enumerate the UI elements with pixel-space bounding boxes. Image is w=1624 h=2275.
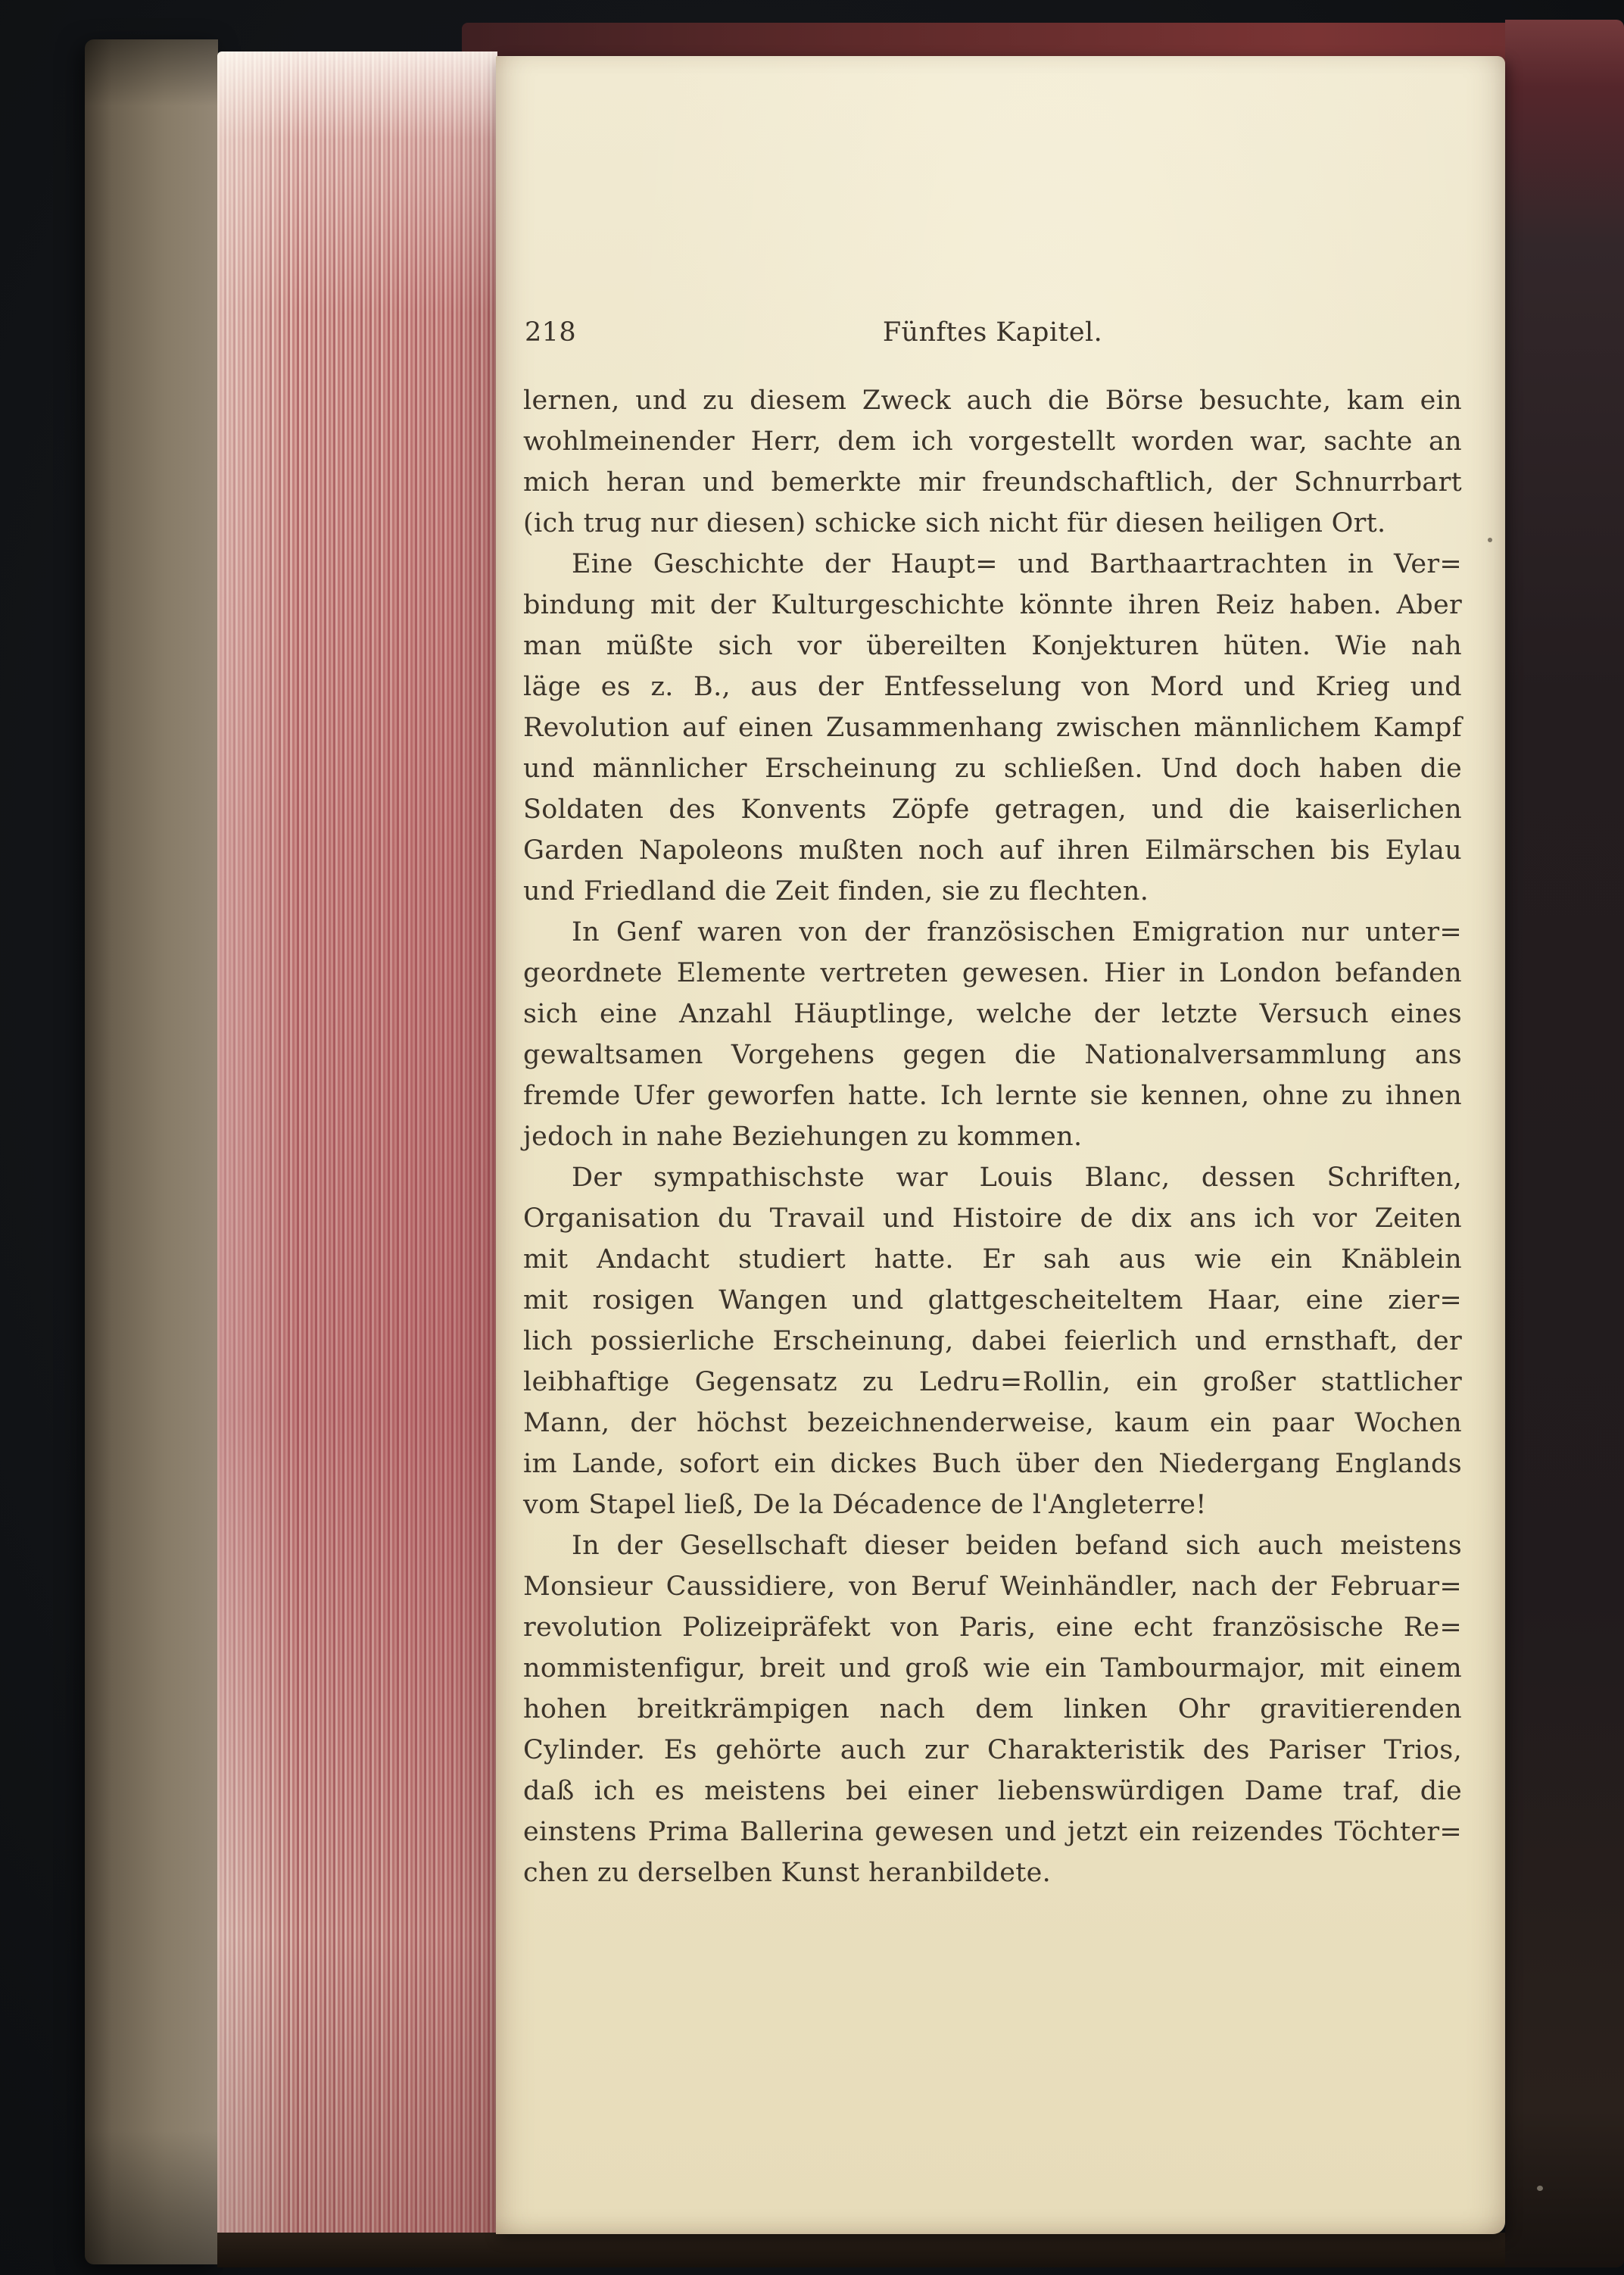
text-line: gewaltsamen Vorgehens gegen die Nationalversammlung ans	[523, 1040, 1462, 1070]
paragraph	[523, 912, 1462, 1157]
text-line: fremde Ufer geworfen hatte. Ich lernte sie kennen, ohne zu ihnen	[523, 1081, 1462, 1111]
text-line: revolution Polizeipräfekt von Paris, eine echt französische Re=	[523, 1612, 1462, 1643]
text-line: In Genf waren von der französischen Emigration nur unter=	[572, 917, 1462, 947]
text-line: jedoch in nahe Beziehungen zu kommen.	[523, 1122, 1083, 1152]
dust-speck	[1537, 2186, 1543, 2191]
paragraph	[523, 1525, 1462, 1893]
text-line: im Lande, sofort ein dickes Buch über den Niedergang Englands	[523, 1449, 1462, 1479]
book-cover-left	[85, 39, 218, 2264]
text-line: Monsieur Caussidiere, von Beruf Weinhändler, nach der Februar=	[523, 1571, 1462, 1602]
book-cover-right	[1505, 20, 1624, 2267]
page-edges-fan	[217, 51, 497, 2242]
text-line: Mann, der höchst bezeichnenderweise, kaum ein paar Wochen	[523, 1408, 1462, 1438]
text-line: nommistenfigur, breit und groß wie ein Tambourmajor, mit einem	[523, 1653, 1462, 1684]
chapter-title: Fünftes Kapitel.	[882, 317, 1103, 348]
text-line: Soldaten des Konvents Zöpfe getragen, und die kaiserlichen	[523, 794, 1462, 825]
text-line: hohen breitkrämpigen nach dem linken Ohr gravitierenden	[523, 1694, 1462, 1724]
text-line: man müßte sich vor übereilten Konjekturen hüten. Wie nah	[523, 631, 1462, 661]
text-line: daß ich es meistens bei einer liebenswürdigen Dame traf, die	[523, 1776, 1462, 1806]
text-line: Revolution auf einen Zusammenhang zwischen männlichem Kampf	[523, 713, 1462, 743]
text-line: und männlicher Erscheinung zu schließen. Und doch haben die	[523, 754, 1462, 784]
text-line: einstens Prima Ballerina gewesen und jetzt ein reizendes Töchter=	[523, 1817, 1462, 1847]
text-line: In der Gesellschaft dieser beiden befand sich auch meistens	[572, 1531, 1462, 1561]
text-line: wohlmeinender Herr, dem ich vorgestellt worden war, sachte an	[523, 426, 1462, 457]
text-line: leibhaftige Gegensatz zu Ledru=Rollin, ein großer stattlicher	[523, 1367, 1462, 1397]
text-body	[523, 380, 1462, 1893]
text-line: chen zu derselben Kunst heranbildete.	[523, 1858, 1052, 1888]
text-line: sich eine Anzahl Häuptlinge, welche der letzte Versuch eines	[523, 999, 1462, 1029]
text-line: mich heran und bemerkte mir freundschaftlich, der Schnurrbart	[523, 467, 1462, 498]
text-line: (ich trug nur diesen) schicke sich nicht für diesen heiligen Ort.	[523, 508, 1386, 538]
text-line: lich possierliche Erscheinung, dabei feierlich und ernsthaft, der	[523, 1326, 1462, 1356]
page-number: 218	[525, 317, 577, 348]
text-line: und Friedland die Zeit finden, sie zu flechten.	[523, 876, 1149, 907]
paragraph	[523, 1157, 1462, 1525]
text-line: Cylinder. Es gehörte auch zur Charakteristik des Pariser Trios,	[523, 1735, 1462, 1765]
book-page	[496, 56, 1505, 2234]
paragraph	[523, 544, 1462, 912]
text-line: lernen, und zu diesem Zweck auch die Börse besuchte, kam ein	[523, 385, 1462, 416]
ink-speck	[1488, 538, 1492, 542]
text-line: mit Andacht studiert hatte. Er sah aus wie ein Knäblein	[523, 1244, 1462, 1275]
text-line: mit rosigen Wangen und glattgescheiteltem Haar, eine zier=	[523, 1285, 1462, 1315]
text-line: Der sympathischste war Louis Blanc, dessen Schriften,	[572, 1162, 1462, 1193]
text-line: vom Stapel ließ, De la Décadence de l'Angleterre!	[523, 1490, 1207, 1520]
paragraph	[523, 380, 1462, 544]
text-line: bindung mit der Kulturgeschichte könnte ihren Reiz haben. Aber	[523, 590, 1462, 620]
text-line: läge es z. B., aus der Entfesselung von Mord und Krieg und	[523, 672, 1462, 702]
page-header	[523, 312, 1462, 353]
book-cover-bottom	[217, 2233, 1550, 2267]
text-line: Garden Napoleons mußten noch auf ihren Eilmärschen bis Eylau	[523, 835, 1462, 866]
text-line: Eine Geschichte der Haupt= und Barthaartrachten in Ver=	[572, 549, 1462, 579]
text-line: Organisation du Travail und Histoire de dix ans ich vor Zeiten	[523, 1203, 1462, 1234]
text-line: geordnete Elemente vertreten gewesen. Hier in London befanden	[523, 958, 1462, 988]
